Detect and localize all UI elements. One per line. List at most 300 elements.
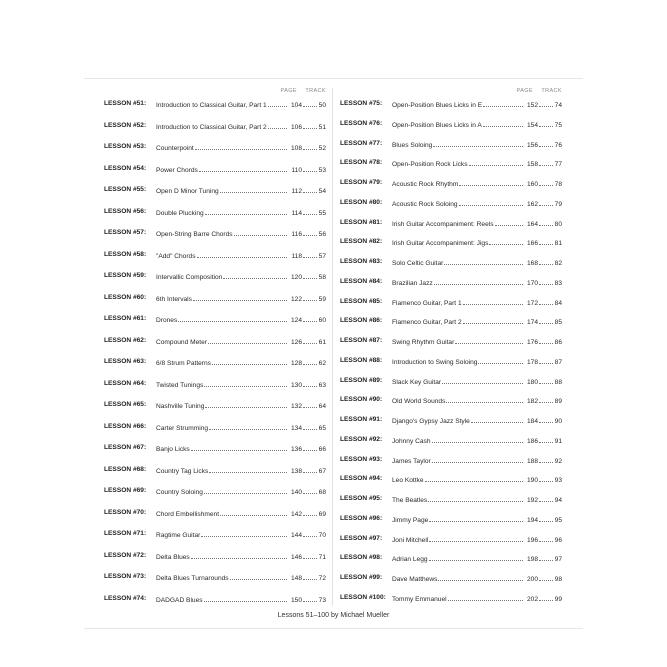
dot-leader <box>303 593 317 602</box>
toc-entry <box>104 356 326 368</box>
lesson-number: LESSON #64: <box>104 379 147 387</box>
dot-leader <box>303 464 317 473</box>
lesson-title: Jimmy Page <box>392 516 429 524</box>
lesson-title: Ragtime Guitar <box>156 532 201 539</box>
page-number: 168 <box>526 260 538 267</box>
toc-entry <box>340 552 562 564</box>
track-number: 69 <box>318 510 326 518</box>
dot-leader <box>204 485 287 494</box>
page-number: 182 <box>526 398 538 406</box>
toc-entry <box>104 120 326 132</box>
toc-entry <box>340 217 562 229</box>
lesson-number: LESSON #93: <box>340 455 383 463</box>
lesson-number: LESSON #90: <box>340 396 383 404</box>
page-number: 148 <box>290 575 302 582</box>
lesson-number: LESSON #80: <box>340 198 383 206</box>
page-number: 108 <box>290 145 302 152</box>
page-number: 172 <box>526 299 538 307</box>
dot-leader <box>303 421 317 430</box>
dot-leader <box>539 315 553 324</box>
lesson-number: LESSON #97: <box>340 534 383 542</box>
page-number: 122 <box>290 295 302 303</box>
lesson-number: LESSON #79: <box>340 179 383 186</box>
lesson-number: LESSON #56: <box>104 207 147 215</box>
lesson-title: "Add" Chords <box>156 252 196 260</box>
page-number: 124 <box>290 317 302 324</box>
track-number: 96 <box>554 536 562 544</box>
lesson-number: LESSON #68: <box>104 465 147 473</box>
dot-leader <box>209 464 287 473</box>
page-number: 136 <box>290 446 302 453</box>
lesson-title: Drones <box>156 317 178 324</box>
entry-line <box>156 292 326 306</box>
page-number: 178 <box>526 358 538 366</box>
track-number: 90 <box>554 418 562 425</box>
lesson-number: LESSON #84: <box>340 277 383 285</box>
toc-entry <box>104 593 326 605</box>
bottom-rule <box>84 628 583 629</box>
lesson-title: Swing Rhythm Guitar <box>392 339 455 346</box>
dot-leader <box>428 493 523 502</box>
lesson-number: LESSON #89: <box>340 376 383 384</box>
dot-leader <box>539 552 553 561</box>
lesson-title: Tommy Emmanuel <box>392 595 447 603</box>
toc-entry <box>340 157 562 169</box>
column-divider <box>332 88 333 606</box>
lesson-number: LESSON #95: <box>340 495 383 502</box>
dot-leader <box>539 256 553 265</box>
track-number: 54 <box>318 188 326 195</box>
entry-line <box>392 177 562 191</box>
lesson-number: LESSON #71: <box>104 530 147 537</box>
entry-line <box>156 206 326 220</box>
track-number: 77 <box>554 161 562 169</box>
entry-line <box>392 552 562 566</box>
page-number: 118 <box>291 252 302 260</box>
lesson-title: Flamenco Guitar, Part 2 <box>392 319 462 327</box>
entry-line <box>392 118 562 132</box>
lesson-title: Solo Celtic Guitar <box>392 260 444 267</box>
page-number: 166 <box>526 240 538 248</box>
toc-entry <box>104 163 326 175</box>
dot-leader <box>223 270 287 279</box>
track-number: 65 <box>318 424 326 432</box>
lesson-number: LESSON #92: <box>340 435 383 443</box>
lesson-title: Banjo Licks <box>156 446 190 453</box>
track-number: 93 <box>554 477 562 485</box>
dot-leader <box>212 356 287 365</box>
dot-leader <box>303 184 317 193</box>
toc-entry <box>340 473 562 485</box>
track-number: 71 <box>318 553 326 561</box>
page-number: 174 <box>526 319 538 327</box>
lesson-number: LESSON #86: <box>340 317 383 325</box>
track-header: TRACK <box>541 88 562 94</box>
dot-leader <box>444 256 523 265</box>
toc-entry <box>104 184 326 196</box>
page-number: 126 <box>290 338 302 346</box>
track-number: 76 <box>554 141 562 149</box>
entry-line <box>392 473 562 487</box>
track-number: 55 <box>318 209 326 217</box>
dot-leader <box>303 507 317 516</box>
dot-leader <box>429 513 523 522</box>
track-number: 86 <box>554 339 562 346</box>
page-number: 198 <box>526 556 538 564</box>
lesson-number: LESSON #60: <box>104 293 147 301</box>
page-number: 146 <box>290 553 302 561</box>
lesson-title: 6/8 Strum Patterns <box>156 360 211 367</box>
entry-line <box>392 572 562 586</box>
entry-line <box>156 593 326 607</box>
track-number: 95 <box>554 516 562 524</box>
toc-column-right <box>340 88 562 603</box>
toc-entry <box>340 513 562 525</box>
track-number: 59 <box>318 295 326 303</box>
lesson-title: Joni Mitchell <box>392 536 429 544</box>
lesson-number: LESSON #55: <box>104 186 147 193</box>
page-number: 180 <box>526 378 538 386</box>
lesson-title: Introduction to Classical Guitar, Part 1 <box>156 102 267 109</box>
entry-line <box>392 256 562 270</box>
lesson-number: LESSON #75: <box>340 100 383 107</box>
dot-leader <box>303 249 317 258</box>
dot-leader <box>539 177 553 186</box>
track-number: 89 <box>554 398 562 406</box>
lesson-title: Delta Blues <box>156 553 190 561</box>
toc-entry <box>104 270 326 282</box>
toc-entry <box>104 313 326 325</box>
lesson-number: LESSON #99: <box>340 574 383 581</box>
page-number: 106 <box>290 123 302 131</box>
dot-leader <box>539 118 553 127</box>
dot-leader <box>429 552 523 561</box>
lesson-title: Irish Guitar Accompaniment: Jigs <box>392 240 489 248</box>
track-number: 57 <box>318 252 326 260</box>
lesson-number: LESSON #67: <box>104 444 147 451</box>
track-number: 72 <box>318 575 326 582</box>
track-number: 88 <box>554 378 562 386</box>
toc-entry <box>340 236 562 248</box>
toc-column-left <box>104 88 326 604</box>
lesson-title: Brazilian Jazz <box>392 279 433 287</box>
dot-leader <box>539 276 553 285</box>
page-number: 142 <box>290 510 302 518</box>
dot-leader <box>191 550 287 559</box>
entry-line <box>156 184 326 198</box>
entry-line <box>156 120 326 134</box>
lesson-number: LESSON #74: <box>104 594 147 602</box>
dot-leader <box>303 313 317 322</box>
track-number: 73 <box>318 596 326 604</box>
track-number: 92 <box>554 457 562 465</box>
track-number: 58 <box>318 274 326 281</box>
dot-leader <box>539 473 553 482</box>
entry-line <box>156 421 326 435</box>
lesson-title: 6th Intervals <box>156 295 192 303</box>
dot-leader <box>303 485 317 494</box>
dot-leader <box>539 572 553 581</box>
lesson-number: LESSON #69: <box>104 487 147 494</box>
dot-leader <box>178 313 287 322</box>
page-number: 190 <box>526 477 538 485</box>
page-number: 138 <box>290 467 302 475</box>
page-number: 192 <box>526 497 538 504</box>
dot-leader <box>463 315 523 324</box>
lesson-number: LESSON #65: <box>104 401 147 408</box>
lesson-number: LESSON #81: <box>340 218 383 226</box>
lesson-number: LESSON #83: <box>340 258 383 265</box>
lesson-number: LESSON #98: <box>340 554 383 562</box>
lesson-number: LESSON #53: <box>104 143 147 150</box>
toc-entry <box>340 296 562 308</box>
lesson-title: Nashville Tuning <box>156 403 205 410</box>
track-number: 83 <box>554 279 562 287</box>
track-number: 84 <box>554 299 562 307</box>
track-number: 53 <box>318 166 326 174</box>
lesson-number: LESSON #54: <box>104 164 147 172</box>
lesson-title: Adrian Legg <box>392 556 428 564</box>
entry-line <box>392 513 562 527</box>
dot-leader <box>209 421 287 430</box>
lesson-number: LESSON #63: <box>104 358 147 365</box>
dot-leader <box>539 414 553 423</box>
dot-leader <box>483 98 523 107</box>
toc-entry <box>104 335 326 347</box>
dot-leader <box>199 163 287 172</box>
track-number: 67 <box>318 467 326 475</box>
lesson-title: Intervallic Composition <box>156 274 223 281</box>
dot-leader <box>459 177 523 186</box>
lesson-number: LESSON #85: <box>340 297 383 305</box>
entry-line <box>156 227 326 241</box>
track-number: 61 <box>318 338 326 346</box>
toc-entry <box>340 454 562 466</box>
entry-line <box>392 296 562 310</box>
dot-leader <box>539 98 553 107</box>
entry-line <box>156 442 326 456</box>
dot-leader <box>539 217 553 226</box>
track-number: 63 <box>318 381 326 389</box>
toc-entry <box>104 399 326 411</box>
lesson-title: Carter Strumming <box>156 424 209 432</box>
dot-leader <box>205 206 287 215</box>
toc-entry <box>104 249 326 261</box>
lesson-title: Chord Embellishment <box>156 510 220 518</box>
page-number: 188 <box>526 457 538 465</box>
dot-leader <box>455 335 523 344</box>
lesson-title: Slack Key Guitar <box>392 378 442 386</box>
lesson-number: LESSON #62: <box>104 336 147 344</box>
dot-leader <box>446 394 523 403</box>
toc-entry <box>340 355 562 367</box>
track-number: 70 <box>318 532 326 539</box>
dot-leader <box>303 141 317 150</box>
page-caption: Lessons 51–100 by Michael Mueller <box>277 612 390 619</box>
lesson-number: LESSON #78: <box>340 159 383 167</box>
lesson-number: LESSON #66: <box>104 422 147 430</box>
lesson-number: LESSON #58: <box>104 250 147 258</box>
page-number: 162 <box>526 200 538 208</box>
dot-leader <box>432 434 524 443</box>
dot-leader <box>303 98 317 107</box>
page-number: 184 <box>526 418 538 425</box>
track-number: 52 <box>318 145 326 152</box>
lesson-title: Flamenco Guitar, Part 1 <box>392 299 462 307</box>
track-number: 87 <box>554 358 562 366</box>
lesson-title: Dave Matthews <box>392 576 438 583</box>
entry-line <box>156 507 326 521</box>
toc-entry <box>104 227 326 239</box>
lesson-number: LESSON #57: <box>104 229 147 236</box>
dot-leader <box>463 296 523 305</box>
track-number: 50 <box>318 102 326 109</box>
toc-entry <box>104 442 326 454</box>
entry-line <box>156 399 326 413</box>
lesson-title: Double Plucking <box>156 209 204 217</box>
dot-leader <box>438 572 523 581</box>
lesson-number: LESSON #94: <box>340 475 383 483</box>
lesson-number: LESSON #61: <box>104 315 147 322</box>
toc-entry <box>104 550 326 562</box>
dot-leader <box>495 217 523 226</box>
dot-leader <box>429 533 523 542</box>
dot-leader <box>442 375 523 384</box>
dot-leader <box>205 399 287 408</box>
lesson-title: Compound Meter <box>156 338 207 346</box>
lesson-title: Acoustic Rock Soloing <box>392 200 458 208</box>
toc-entry <box>104 528 326 540</box>
entry-line <box>392 355 562 369</box>
page-number: 160 <box>526 181 538 188</box>
page-number: 134 <box>290 424 302 432</box>
entry-line <box>392 434 562 448</box>
entry-line <box>392 394 562 408</box>
dot-leader <box>432 454 523 463</box>
toc-entry <box>340 335 562 347</box>
dot-leader <box>459 197 523 206</box>
track-number: 85 <box>554 319 562 327</box>
entry-line <box>392 335 562 349</box>
lesson-title: Delta Blues Turnarounds <box>156 575 229 582</box>
track-number: 62 <box>318 360 326 367</box>
lesson-title: The Beatles <box>392 497 428 504</box>
lesson-title: Irish Guitar Accompaniment: Reels <box>392 220 494 228</box>
lesson-number: LESSON #52: <box>104 121 147 129</box>
page-number: 114 <box>291 209 302 217</box>
toc-entry <box>104 141 326 153</box>
lesson-number: LESSON #72: <box>104 551 147 559</box>
dot-leader <box>539 454 553 463</box>
toc-entry <box>340 98 562 110</box>
dot-leader <box>489 236 523 245</box>
toc-entry <box>340 177 562 189</box>
lesson-title: Blues Soloing <box>392 141 433 149</box>
page-number: 144 <box>290 532 302 539</box>
dot-leader <box>433 138 523 147</box>
dot-leader <box>303 270 317 279</box>
page-number: 158 <box>526 161 538 169</box>
toc-entry <box>104 292 326 304</box>
dot-leader <box>469 157 524 166</box>
toc-entry <box>340 592 562 604</box>
entry-line <box>156 335 326 349</box>
track-number: 80 <box>554 220 562 228</box>
lesson-number: LESSON #76: <box>340 119 383 127</box>
track-number: 56 <box>318 231 326 238</box>
dot-leader <box>448 592 523 601</box>
lesson-number: LESSON #51: <box>104 100 147 107</box>
toc-entry <box>340 493 562 505</box>
track-number: 91 <box>554 437 562 445</box>
page-number: 154 <box>526 121 538 129</box>
dot-leader <box>303 292 317 301</box>
toc-entry <box>104 421 326 433</box>
dot-leader <box>425 473 523 482</box>
dot-leader <box>471 414 523 423</box>
dot-leader <box>303 206 317 215</box>
lesson-title: Old World Sounds <box>392 398 446 406</box>
toc-entry <box>340 375 562 387</box>
dot-leader <box>197 249 287 258</box>
entry-line <box>392 414 562 428</box>
dot-leader <box>303 120 317 129</box>
toc-entry <box>104 98 326 110</box>
lesson-number: LESSON #100: <box>340 593 386 601</box>
track-number: 94 <box>554 497 562 504</box>
top-rule <box>84 78 583 79</box>
dot-leader <box>539 296 553 305</box>
dot-leader <box>268 120 287 129</box>
dot-leader <box>539 394 553 403</box>
toc-entry <box>340 118 562 130</box>
entry-line <box>156 464 326 478</box>
track-number: 74 <box>554 102 562 109</box>
toc-entry <box>340 276 562 288</box>
dot-leader <box>195 141 287 150</box>
toc-entry <box>104 378 326 390</box>
page-number: 194 <box>526 516 538 524</box>
page-number: 200 <box>526 576 538 583</box>
dot-leader <box>539 533 553 542</box>
lesson-number: LESSON #82: <box>340 238 383 246</box>
dot-leader <box>303 163 317 172</box>
column-header <box>340 88 562 98</box>
entry-line <box>156 270 326 284</box>
track-number: 82 <box>554 260 562 267</box>
page-number: 110 <box>291 166 302 174</box>
toc-entry <box>340 197 562 209</box>
entry-line <box>392 217 562 231</box>
lesson-number: LESSON #73: <box>104 573 147 580</box>
lesson-title: Introduction to Classical Guitar, Part 2 <box>156 123 267 131</box>
dot-leader <box>539 513 553 522</box>
track-header: TRACK <box>305 88 326 94</box>
entry-line <box>392 493 562 507</box>
dot-leader <box>220 507 287 516</box>
dot-leader <box>201 528 287 537</box>
entry-line <box>156 98 326 112</box>
track-number: 68 <box>318 489 326 496</box>
dot-leader <box>220 184 287 193</box>
entry-line <box>392 592 562 606</box>
lesson-title: DADGAD Blues <box>156 596 203 604</box>
dot-leader <box>539 138 553 147</box>
dot-leader <box>303 335 317 344</box>
column-header <box>104 88 326 98</box>
page-number: 186 <box>526 437 538 445</box>
track-number: 98 <box>554 576 562 583</box>
